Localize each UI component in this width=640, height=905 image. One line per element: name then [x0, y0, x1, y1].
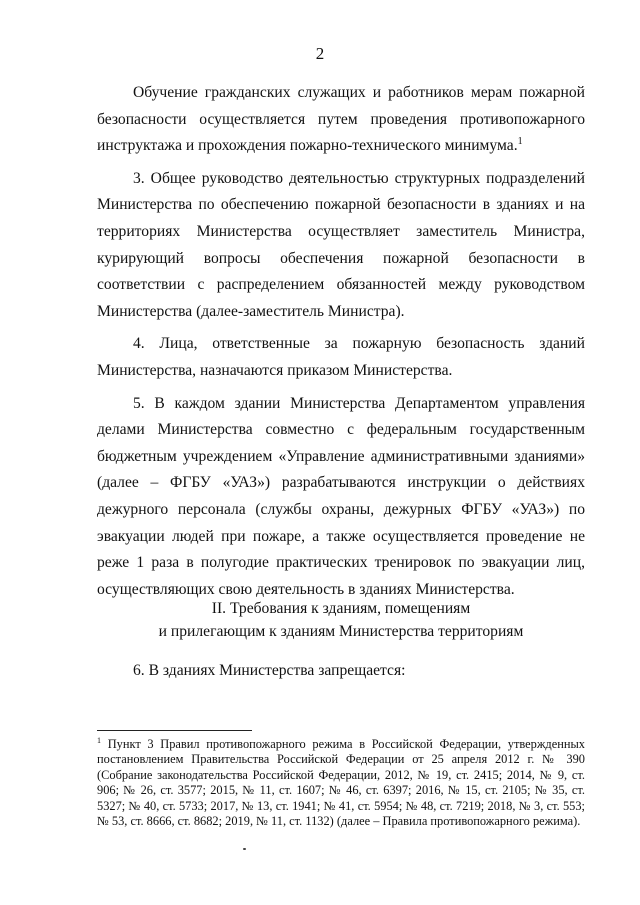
- section-heading-line-1: II. Требования к зданиям, помещениям: [211, 600, 471, 617]
- paragraph-item-6: 6. В зданиях Министерства запрещается:: [133, 662, 406, 679]
- footnote-text: Пункт 3 Правил противопожарного режима в Российской Федерации, утвержденных постановлением Правительства Российской Федерации от 25 апреля 2012 г. № 390 (Собрание законодательства Российской Федерации, 2012, № 19, ст. 2415; 2014, № 9, ст. 906; № 26, ст. 3577; 2015, № 11, ст. 1607; № 46, ст. 6397; 2016, № 15, ст. 2105; № 35, ст. 5327; № 40, ст. 5733; 2017, № 13, ст. 1941; № 41, ст. 5954; № 48, ст. 7219; 2018, № 3, ст. 553; № 53, ст. 8666, ст. 8682; 2019, № 11, ст. 1132) (далее – Правила противопожарного режима).: [97, 737, 585, 829]
- paragraph-item-4: 4. Лица, ответственные за пожарную безопасность зданий Министерства, назначаются приказом Министерства.: [97, 335, 585, 379]
- paragraph-training-text: Обучение гражданских служащих и работников мерам пожарной безопасности осуществляется путем проведения противопожарного инструктажа и прохождения пожарно-технического минимума.: [97, 84, 585, 155]
- paragraph-training: [97, 80, 585, 160]
- footnote-marker: 1: [97, 735, 101, 745]
- paragraph-item-3: 3. Общее руководство деятельностью структурных подразделений Министерства по обеспечению пожарной безопасности в зданиях и на территориях Министерства осуществляет заместитель Министра, курирующий вопросы обеспечения пожарной безопасности в соответствии с распределением обязанностей между руководством Министерства (далее-заместитель Министра).: [97, 169, 585, 320]
- footnote: [97, 737, 585, 829]
- section-heading: [97, 597, 585, 643]
- paragraph-item-5: 5. В каждом здании Министерства Департаментом управления делами Министерства совместно с федеральным государственным бюджетным учреждением «Управление административными зданиями» (далее – ФГБУ «УАЗ») разрабатываются инструкции о действиях дежурного персонала (службы охраны, дежурных ФГБУ «УАЗ») по эвакуации людей при пожаре, а также осуществляется проведение не реже 1 раза в полугодие практических тренировок по эвакуации лиц, осуществляющих свою деятельность в зданиях Министерства.: [97, 394, 585, 598]
- section-heading-line-2: и прилегающим к зданиям Министерства территориям: [158, 623, 524, 640]
- page-number: 2: [315, 44, 325, 63]
- footnote-reference[interactable]: 1: [517, 136, 523, 147]
- scan-speck: [243, 848, 246, 850]
- body-text: [97, 80, 585, 603]
- footnote-divider: [97, 730, 252, 731]
